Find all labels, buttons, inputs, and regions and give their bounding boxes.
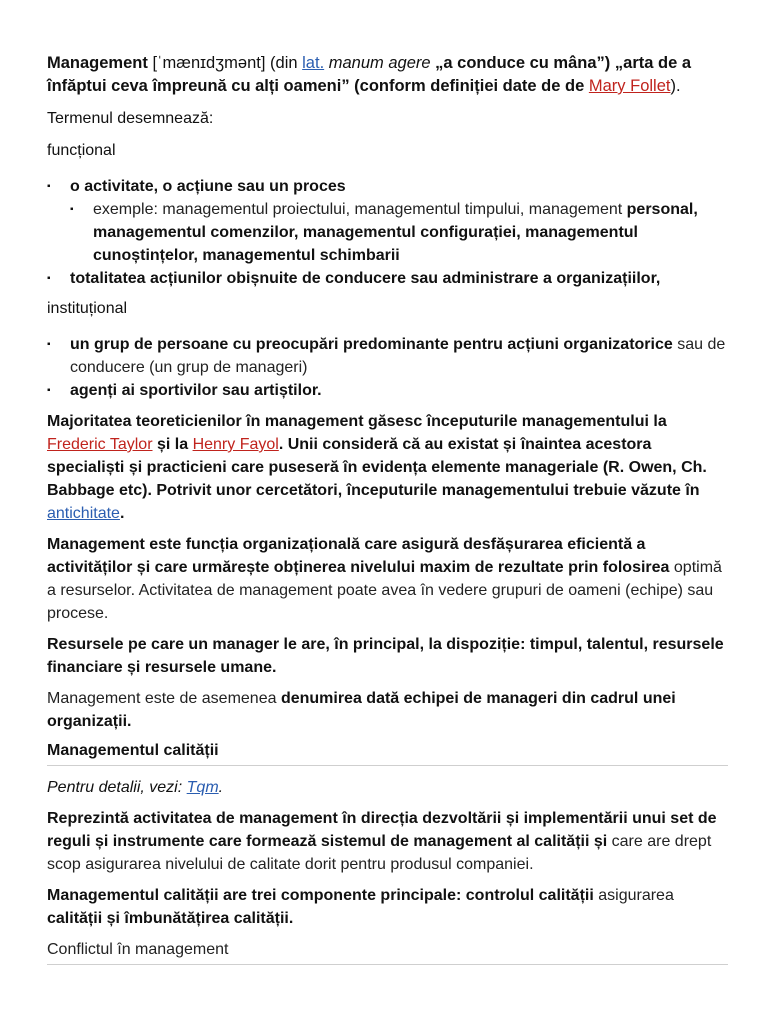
conflict-section-title: Conflictul în management [47,938,728,965]
quality-desc-bold: Reprezintă activitatea de management în direcția dezvoltării și implementării unui set de reguli și instrumente care formează sistemul de management al calității și [47,810,717,850]
frederic-taylor-link[interactable]: Frederic Taylor [47,436,153,453]
list-item [47,379,728,402]
quality-desc-normal: care are drept scop asigurarea nivelului de calitate dorit pentru produsul companiei. [47,833,712,873]
definition-text: „arta de a înfăptui ceva împreună cu alți oameni” (conform definiției date de de [47,54,692,95]
paren-open: (din [270,54,298,72]
see-also-line [47,776,728,799]
examples-prefix: exemple: managementul proiectului, managementul timpului, management [93,201,623,218]
function-bold: Management este funcția organizațională care asigură desfășurarea eficientă a activităților și care urmărește obținerea nivelului maxim de rezultate prin folosirea [47,536,670,576]
institutional-item-group: un grup de persoane cu preocupări predominante pentru acțiuni organizatorice [70,336,673,353]
functional-item-totality: totalitatea acțiunilor obișnuite de conducere sau administrare a organizațiilor, [70,270,661,287]
team-normal: Management este de asemenea [47,690,277,707]
examples-rest: personal, managementul comenzilor, managementul configurației, managementul cunoștințelor, managementul schimbarii [93,201,698,264]
intro-paragraph [47,52,728,98]
history-part2: . Unii consideră că au existat și înaintea acestora specialiști și practicieni care puseseră în evidența elemente manageriale [47,436,652,476]
history-paragraph [47,410,728,525]
history-part1: Majoritatea teoreticienilor în management găsesc începuturile managementului la [47,413,667,430]
intro-end: ). [670,77,681,95]
list-item [47,267,728,290]
quality-comp-bold: Managementul calității are trei componente principale: controlul calității [47,887,594,904]
quality-comp-normal: asigurarea [598,887,674,904]
mary-follet-link[interactable]: Mary Follet [588,77,671,95]
tqm-link[interactable]: Tqm [186,779,219,796]
functional-list [47,175,728,290]
latin-phrase: manum agere [328,54,431,72]
see-also-dot: . [218,779,224,796]
see-also-prefix: Pentru detalii, vezi: [47,779,183,796]
institutional-item-agents: agenți ai sportivilor sau artiștilor. [70,382,322,399]
function-normal: optimă a resurselor. Activitatea de management poate avea în vedere grupuri de oameni (echipe) sau procese. [47,559,722,622]
institutional-label: instituțional [47,300,128,317]
history-part3: (R. Owen, Ch. Babbage etc). Potrivit unor cercetători, începuturile managementului trebuie văzute în [47,459,707,499]
quality-section-title: Managementul calității [47,739,728,766]
list-item [70,198,728,267]
lat-link[interactable]: lat. [302,54,325,72]
list-item [47,175,728,267]
termenul-line: Termenul desemnează: [47,110,214,127]
function-paragraph [47,533,728,625]
quality-description [47,807,728,876]
quality-components [47,884,728,930]
history-and: și la [156,436,189,453]
antichitate-link[interactable]: antichitate [47,505,120,522]
term-management: Management [47,54,148,72]
functional-label: funcțional [47,142,116,159]
team-paragraph [47,687,728,733]
list-item [47,333,728,379]
henry-fayol-link[interactable]: Henry Fayol [192,436,279,453]
team-bold: denumirea dată echipei de manageri din cadrul unei organizații. [47,690,676,730]
quality-comp-bold2: calității și îmbunătățirea calității. [47,910,294,927]
resources-paragraph: Resursele pe care un manager le are, în principal, la dispoziție: timpul, talentul, resursele financiare și resursele umane. [47,636,724,676]
latin-translation: „a conduce cu mâna”) [435,54,611,72]
examples-sublist [70,198,728,267]
history-dot: . [119,505,125,522]
functional-item-activity: o activitate, o acțiune sau un proces [70,178,346,195]
institutional-list [47,333,728,402]
ipa-pronunciation: [ˈmænɪdʒmənt] [152,54,266,72]
institutional-item-group-rest: sau de conducere (un grup de manageri) [70,336,726,376]
